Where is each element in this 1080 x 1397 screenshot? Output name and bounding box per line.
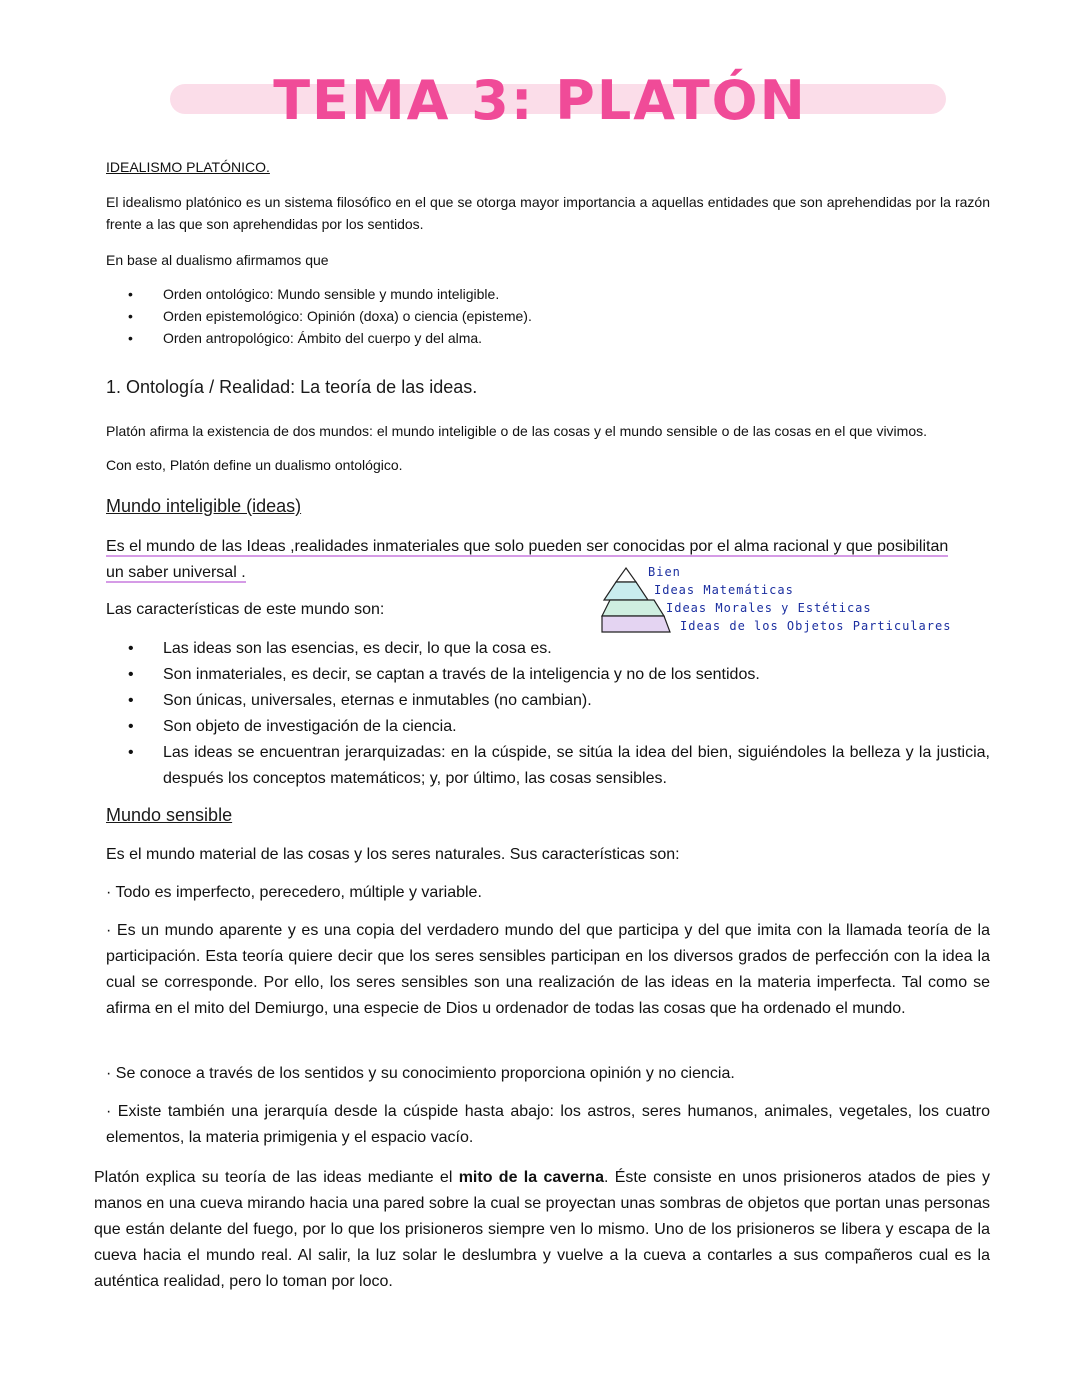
page-title: TEMA 3: PLATÓN	[273, 69, 807, 132]
paragraph-inteligible-line2: un saber universal .	[106, 564, 246, 581]
list-item: • Las ideas se encuentran jerarquizadas: en la cúspide, se sitúa la idea del bien, siguiéndoles la belleza y la justicia, después los conceptos matemáticos; y, por último, las cosas sensibles.	[106, 740, 990, 792]
paragraph-dualismo-intro: En base al dualismo afirmamos que	[106, 252, 329, 268]
list-item: • Son inmateriales, es decir, se captan a través de la inteligencia y no de los sentidos.	[106, 662, 990, 688]
pyramid-label-matematicas: Ideas Matemáticas	[654, 583, 794, 597]
list-item: • Orden antropológico: Ámbito del cuerpo y del alma.	[106, 327, 990, 349]
pyramid-tier-morales	[602, 600, 664, 616]
list-item: • Orden epistemológico: Opinión (doxa) o ciencia (episteme).	[106, 305, 990, 327]
list-item: • Son objeto de investigación de la ciencia.	[106, 714, 990, 740]
pyramid-tier-objetos	[602, 616, 670, 632]
pyramid-label-objetos: Ideas de los Objetos Particulares	[680, 619, 952, 633]
mito-caverna-bold: mito de la caverna	[458, 1169, 604, 1186]
sensible-item-4: · Existe también una jerarquía desde la cúspide hasta abajo: los astros, seres humanos, animales, vegetales, los cuatro elementos, la materia primigenia y el espacio vacío.	[106, 1103, 990, 1146]
sensible-item-1: · Todo es imperfecto, perecedero, múltiple y variable.	[106, 884, 482, 901]
paragraph-dos-mundos: Platón afirma la existencia de dos mundos: el mundo inteligible o de las cosas y el mundo sensible o de las cosas en el que vivimos.	[106, 423, 928, 439]
section-heading-ontologia: 1. Ontología / Realidad: La teoría de las ideas.	[106, 377, 478, 397]
section-heading-idealismo: IDEALISMO PLATÓNICO.	[106, 159, 270, 175]
pyramid-label-morales: Ideas Morales y Estéticas	[666, 601, 872, 615]
paragraph-dualismo-ontologico: Con esto, Platón define un dualismo ontológico.	[106, 457, 403, 473]
paragraph-sensible-intro: Es el mundo material de las cosas y los seres naturales. Sus características son:	[106, 846, 680, 863]
section-heading-sensible: Mundo sensible	[106, 805, 233, 825]
bullet-icon: •	[128, 744, 134, 761]
paragraph-inteligible	[106, 534, 990, 560]
bullet-icon: •	[128, 718, 134, 735]
bullet-icon: •	[128, 692, 134, 709]
bullet-icon: •	[128, 666, 134, 683]
list-item: • Las ideas son las esencias, es decir, lo que la cosa es.	[106, 636, 990, 662]
paragraph-idealismo: El idealismo platónico es un sistema filosófico en el que se otorga mayor importancia a aquellas entidades que son aprehendidas por la razón frente a las que son aprehendidas por los sentidos.	[106, 194, 990, 232]
paragraph-inteligible-line2-wrap	[106, 560, 246, 586]
sensible-item-2: · Es un mundo aparente y es una copia del verdadero mundo del que participa y del que imita con la llamada teoría de la participación. Esta teoría quiere decir que los seres sensibles participan en los diversos grados de perfección con la idea la cual se corresponde. Por ello, los seres sensibles son una realización de las ideas en la materia imperfecta. Tal como se afirma en el mito del Demiurgo, una especie de Dios u ordenador de todas las cosas que ha ordenado el mundo.	[106, 922, 990, 1017]
list-item: • Orden ontológico: Mundo sensible y mundo inteligible.	[106, 283, 990, 305]
list-ordenes	[106, 283, 990, 349]
bullet-icon: •	[128, 286, 133, 302]
pyramid-tier-bien	[616, 568, 636, 582]
paragraph-mito-caverna: Platón explica su teoría de las ideas mediante el mito de la caverna. Éste consiste en unos prisioneros atados de pies y manos en una cueva mirando hacia una pared sobre la cual se proyectan unas sombras de objetos que portan unas personas que están delante del fuego, por lo que los prisioneros siempre ven lo mismo. Uno de los prisioneros se libera y escapa de la cueva hacia el mundo real. Al salir, la luz solar le deslumbra y vuelve a la cueva a contarles a sus compañeros cual es la auténtica realidad, pero lo toman por loco.	[94, 1169, 990, 1290]
list-caracteristicas-inteligible	[106, 636, 990, 792]
ideas-pyramid-diagram	[600, 562, 980, 640]
bullet-icon: •	[128, 640, 134, 657]
pyramid-tier-matematicas	[604, 582, 648, 600]
sensible-item-3: · Se conoce a través de los sentidos y su conocimiento proporciona opinión y no ciencia.	[106, 1065, 735, 1082]
characteristics-intro: Las características de este mundo son:	[106, 601, 385, 618]
paragraph-inteligible-line1: Es el mundo de las Ideas ,realidades inmateriales que solo pueden ser conocidas por el alma racional y que posibilitan	[106, 538, 949, 555]
bullet-icon: •	[128, 330, 133, 346]
list-item: • Son únicas, universales, eternas e inmutables (no cambian).	[106, 688, 990, 714]
bullet-icon: •	[128, 308, 133, 324]
pyramid-label-bien: Bien	[648, 565, 681, 579]
section-heading-inteligible: Mundo inteligible (ideas)	[106, 496, 302, 516]
